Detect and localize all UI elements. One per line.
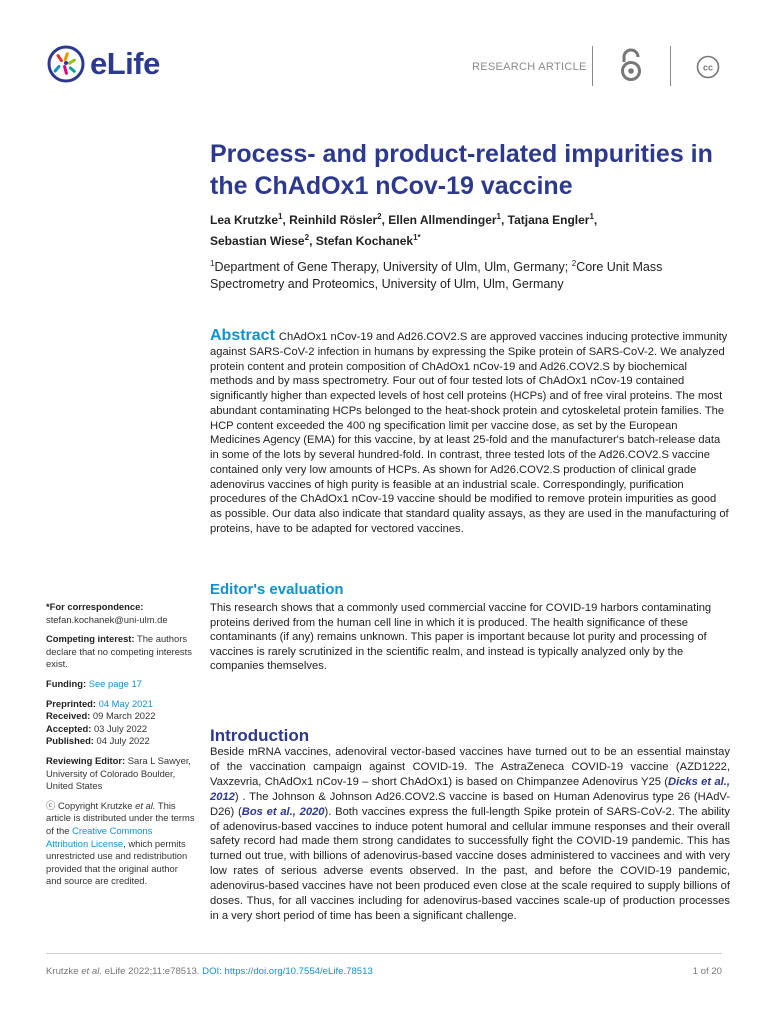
license-link[interactable]: Creative Commons Attribution License	[46, 824, 153, 849]
elife-logo[interactable]	[46, 44, 160, 84]
footer-citation: Krutzke et al. eLife 2022;11:e78513. DOI: https://doi.org/10.7554/eLife.78513	[46, 966, 373, 977]
introduction-text: Beside mRNA vaccines, adenoviral vector-based vaccines have turned out to be an essential mainstay of the vaccination campaign against COVID-19. The AstraZeneca COVID-19 vaccine (AZD1222, Vaxzevria, ChAdOx1 nCov-19 – short ChAdOx1) is based on Chimpanzee Adenovirus Y25 (Dicks et al., 2012) . The Johnson & Johnson Ad26.COV2.S vaccine is based on Human Adenovirus type 26 (HAdV-D26) (Bos et al., 2020). Both vaccines express the full-length Spike protein of SARS-CoV-2. The ability of adenovirus-based vaccines to induce potent humoral and cellular immune responses and their overall safety record had made them strong candidates to successfully fight the COVID-19 pandemic. This has turned out true, with billions of adenovirus-based vaccine doses administered to vaccinees and with very low rates of serious adverse events observed. In the past, and before the COVID-19 pandemic, adenovirus-based vaccines have not been produced even close at the scale required to supply billions of doses. Thus, for all vaccines including for adenovirus-based vaccines scale-up of production processes in a very short period of time has been a significant challenge.	[210, 746, 730, 922]
creative-commons-icon[interactable]	[696, 55, 720, 79]
svg-text:cc: cc	[702, 62, 714, 73]
author-name[interactable]: Tatjana Engler	[507, 213, 590, 227]
correspondence-email[interactable]: stefan.kochanek@uni-ulm.de	[46, 613, 168, 625]
article-title: Process- and product-related impurities in the ChAdOx1 nCov-19 vaccine	[210, 140, 713, 200]
preprint-link[interactable]: 04 May 2021	[98, 697, 153, 709]
editors-evaluation-text: This research shows that a commonly used commercial vaccine for COVID-19 harbors contaminating proteins derived from the human cell line in which it is produced. The health significance of these contaminants (if any) remains unknown. This paper is important because lot purity and processing of vaccines is rarely scrutinized in the scientific realm, and instead is typically analyzed only by the companies themselves.	[210, 602, 712, 673]
author-line: Sebastian Wiese$^2$, Stefan Kochanek$^{1*}$	[210, 233, 421, 248]
author-name[interactable]: Sebastian Wiese	[210, 234, 305, 248]
doi-link[interactable]: DOI: https://doi.org/10.7554/eLife.78513	[202, 966, 373, 977]
citation-link[interactable]: Bos et al., 2020	[241, 805, 325, 818]
copyright-icon: ⓒ	[46, 799, 56, 811]
elife-logo-text: eLife	[90, 46, 160, 81]
author-name[interactable]: Lea Krutzke	[210, 213, 279, 227]
competing-interest: Competing interest: The authors declare that no competing interests exist.	[46, 633, 192, 670]
author-name[interactable]: Stefan Kochanek	[315, 234, 414, 248]
funding-link[interactable]: See page 17	[88, 677, 142, 689]
editors-evaluation-heading: Editor's evaluation	[210, 581, 344, 598]
page-number: 1 of 20	[692, 966, 722, 977]
header-divider	[670, 46, 671, 86]
author-line: Lea Krutzke$^1$, Reinhild Rösler$^2$, Ellen Allmendinger$^1$, Tatjana Engler$^1$,	[210, 212, 598, 227]
introduction-heading: Introduction	[210, 726, 310, 745]
citation-link[interactable]: Dicks et al., 2012	[210, 775, 730, 803]
abstract-heading: Abstract	[210, 327, 275, 344]
funding-info: Funding: See page 17	[46, 677, 142, 689]
abstract-text: ChAdOx1 nCov-19 and Ad26.COV2.S are approved vaccines inducing protective immunity against SARS-CoV-2 infection in humans by expressing the Spike protein of SARS-CoV-2. We analyzed protein content and protein composition of ChAdOx1 nCov-19 and Ad26.COV2.S by biochemical methods and by mass spectrometry. Four out of four tested lots of ChAdOx1 nCov-19 contained significantly higher than expected levels of host cell proteins (HCPs) and of free viral proteins. The most abundant contaminating HCPs belonged to the heat-shock protein and cytoskeletal protein families. The HCP content exceeded the 400 ng specification limit per vaccine dose, as set by the European Medicines Agency (EMA) for this vaccine, by at least 25-fold and the manufacturer's batch-release data in some of the lots by several hundred-fold. In contrast, three tested lots of the Ad26.COV2.S vaccine contained only very low amounts of HCPs. As shown for Ad26.COV2.S production of clinical grade adenovirus vaccines of high purity is feasible at an industrial scale. Correspondingly, purification procedures of the ChAdOx1 nCov-19 vaccine should be modified to remove protein impurities as good as possible. Our data also indicate that standard quality assays, as they are used in the manufacturing of proteins, have to be adapted for vectored vaccines.	[210, 331, 729, 535]
reviewing-editor: Reviewing Editor: Sara L Sawyer, University of Colorado Boulder, United States	[46, 754, 192, 792]
open-access-icon[interactable]	[618, 48, 644, 82]
footer-divider	[46, 953, 722, 954]
affiliations: $^1$Department of Gene Therapy, University of Ulm, Ulm, Germany; $^2$Core Unit Mass Spectrometry and Proteomics, University of Ulm, Ulm, Germany	[210, 259, 663, 292]
author-list	[210, 208, 740, 250]
copyright-info: ⓒ Copyright Krutzke et al. This article is distributed under the terms of the Creative Commons Attribution License, which permits unrestricted use and redistribution provided that the original author and source are credited.	[46, 799, 195, 887]
article-type-label: RESEARCH ARTICLE	[472, 61, 587, 73]
header-divider	[592, 46, 593, 86]
correspondence-info: *For correspondence: stefan.kochanek@uni-ulm.de	[46, 601, 168, 625]
article-info-sidebar	[46, 601, 196, 895]
elife-logo-mark-icon	[46, 44, 86, 84]
abstract	[210, 329, 730, 537]
dates-info: Preprinted: 04 May 2021 Received: 09 March 2022 Accepted: 03 July 2022 Published: 04 July 2022	[46, 697, 156, 747]
author-name[interactable]: Ellen Allmendinger	[388, 213, 497, 227]
author-name[interactable]: Reinhild Rösler	[289, 213, 378, 227]
